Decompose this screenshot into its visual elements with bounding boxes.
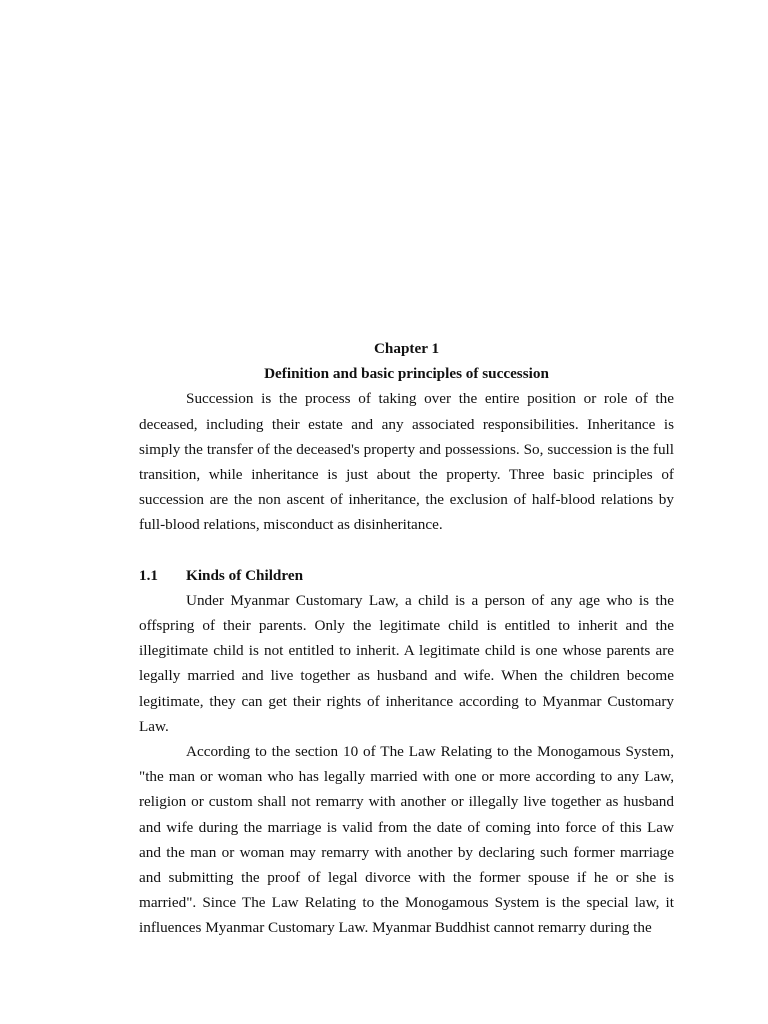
section-paragraph-2: According to the section 10 of The Law Relating to the Monogamous System, "the man or woman who has legally married with one or more according to any Law, religion or custom shall not remarry with another or illegally live together as husband and wife during the marriage is valid from the date of coming into force of this Law and the man or woman may remarry with another by declaring such former marriage and submitting the proof of legal divorce with the former spouse if he or she is married". Since The Law Relating to the Monogamous System is the special law, it influences Myanmar Customary Law. Myanmar Buddhist cannot remarry during the xyxy=(139,743,674,937)
section-number: 1.1 xyxy=(139,566,158,584)
document-page xyxy=(139,336,674,941)
intro-paragraph: Succession is the process of taking over the entire position or role of the deceased, including their estate and any associated responsibilities. Inheritance is simply the transfer of the deceased's property and possessions. So, succession is the full transition, while inheritance is just about the property. Three basic principles of succession are the non ascent of inheritance, the exclusion of half-blood relations by full-blood relations, misconduct as disinheritance. xyxy=(139,390,674,534)
section-paragraph-1: Under Myanmar Customary Law, a child is a person of any age who is the offspring of their parents. Only the legitimate child is entitled to inherit and the illegitimate child is not entitled to inherit. A legitimate child is one whose parents are legally married and live together as husband and wife. When the children become legitimate, they can get their rights of inheritance according to Myanmar Customary Law. xyxy=(139,591,674,735)
section-heading xyxy=(139,563,674,588)
chapter-label: Chapter 1 xyxy=(373,340,440,357)
chapter-title: Definition and basic principles of succession xyxy=(264,365,549,383)
section-title: Kinds of Children xyxy=(186,566,304,584)
